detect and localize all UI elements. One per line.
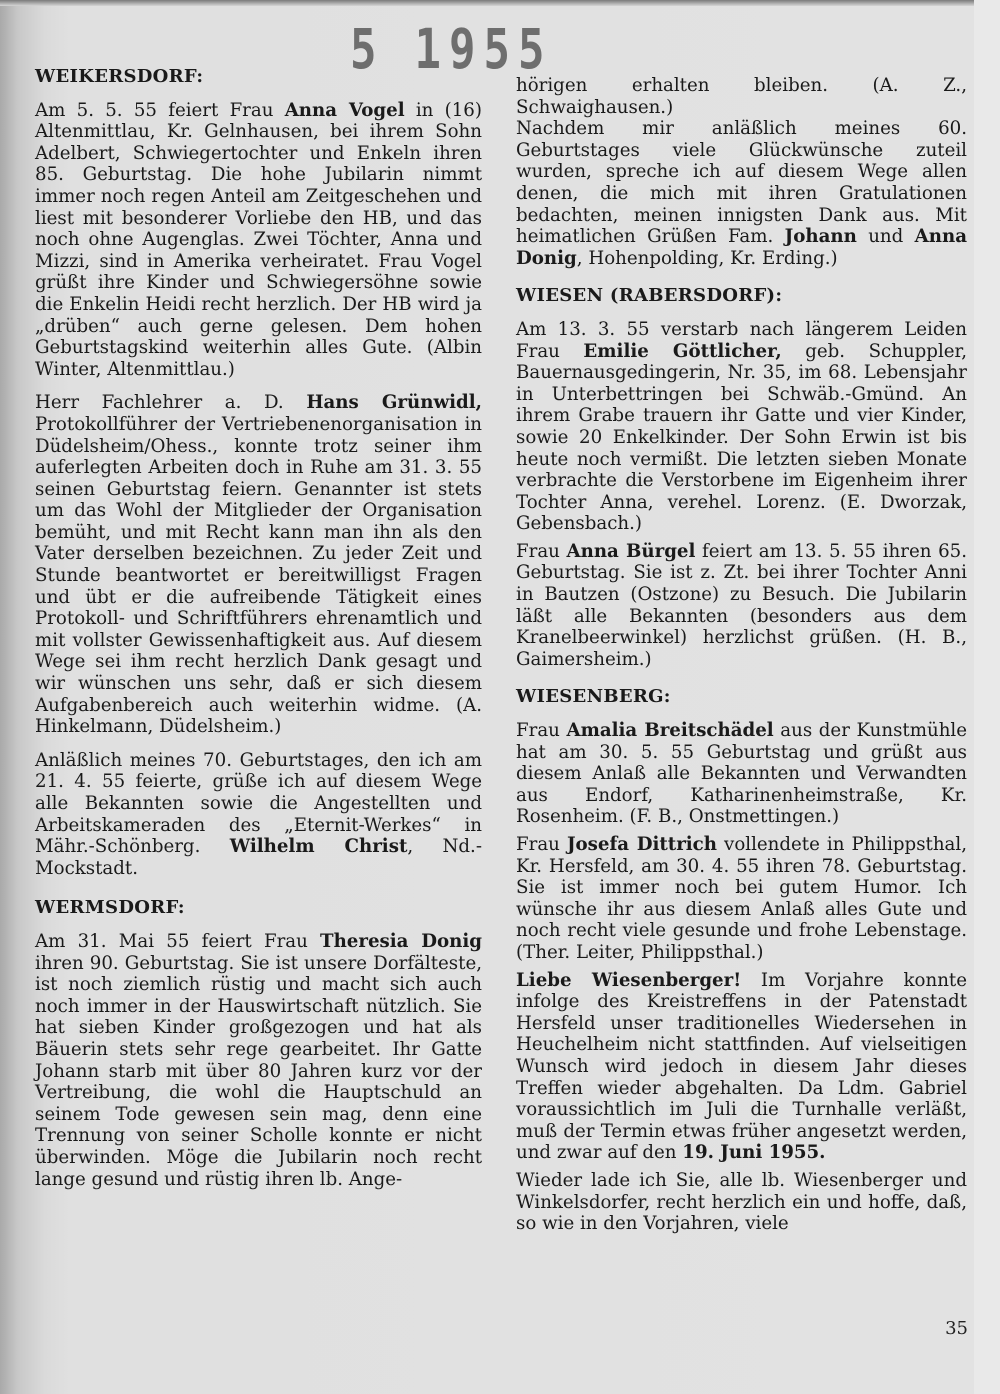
- article-paragraph: [35, 392, 482, 738]
- paragraph-text: vollendete in Philippsthal, Kr. Hersfeld, am 30. 4. 55 ihren 78. Geburtstag. Sie ist immer noch bei gutem Humor. Ich wünsche ihr aus diesem Anlaß alles Gute und noch recht viele gesunde und frohe Lebenstage. (Ther. Leiter, Philippsthal.): [516, 834, 967, 963]
- paragraph-text: Am 5. 5. 55 feiert Frau: [35, 99, 285, 121]
- paragraph-text: geb. Schuppler, Bauernausgedingerin, Nr. 35, im 68. Lebensjahr in Unterbettringen bei Schwäb.-Gmünd. An ihrem Grabe trauern ihr Gatte und vier Kinder, sowie 20 Enkelkinder. Der Sohn Erwin ist bis heute noch vermißt. Die letzten sieben Monate verbrachte die Verstorbene im Eigenheim ihrer Tochter Anna, verehel. Lorenz. (E. Dworzak, Gebensbach.): [516, 340, 968, 535]
- article-paragraph: [35, 750, 482, 880]
- article-paragraph: [516, 541, 967, 671]
- paragraph-text: Am 13. 3. 55 verstarb nach längerem Leiden Frau: [516, 318, 967, 362]
- paragraph-text: feiert am 13. 5. 55 ihren 65. Geburtstag. Sie ist z. Zt. bei ihrer Tochter Anni in Bautzen (Ostzone) zu Besuch. Die Jubilarin läßt alle Bekannten (besonders aus dem Kranelbeerwinkel) herzlichst grüßen. (H. B., Gaimersheim.): [516, 540, 967, 670]
- paragraph-text: hörigen erhalten bleiben. (A. Z., Schwaighausen.): [516, 75, 967, 118]
- article-paragraph: [516, 834, 967, 964]
- bold-name: Johann: [784, 226, 857, 248]
- paragraph-text: Frau: [516, 720, 567, 742]
- bold-name: 19. Juni 1955.: [682, 1142, 826, 1164]
- paragraph-text: Herr Fachlehrer a. D.: [35, 392, 307, 414]
- paragraph-text: und: [856, 226, 915, 248]
- paragraph-text: Nachdem mir anläßlich meines 60. Geburtstages viele Glückwünsche zuteil wurden, spreche ich auf diesem Wege allen denen, die mich mit ihren Gratulationen bedachten, meinen innigsten Dank aus. Mit heimatlichen Grüßen Fam.: [516, 118, 967, 248]
- bold-name: Hans Grünwidl,: [306, 392, 482, 414]
- bold-name: Josefa Dittrich: [566, 834, 717, 855]
- section-heading-wiesenberg: WIESENBERG:: [516, 686, 671, 708]
- paragraph-text: ihren 90. Geburtstag. Sie ist unsere Dorfälteste, ist noch ziemlich rüstig und macht sich auch noch immer in der Hauswirtschaft nützlich. Sie hat sieben Kinder großgezogen und hat als Bäuerin stets sehr rege gearbeitet. Ihr Gatte Johann starb mit über 80 Jahren kurz vor der Vertreibung, die wohl die Hauptschuld an seinem Tode gewesen sein mag, denn eine Trennung von seiner Scholle konnte er nicht überwinden. Möge die Jubilarin noch recht lange gesund und rüstig ihren lb. Ange-: [35, 952, 482, 1190]
- paragraph-text: , Hohenpolding, Kr. Erding.): [576, 247, 838, 269]
- continued-paragraph: [516, 75, 967, 118]
- article-paragraph: [516, 970, 967, 1164]
- bold-name: Theresia Donig: [320, 930, 482, 952]
- bold-name: Amalia Breitschädel: [566, 720, 774, 742]
- page-top-edge: [0, 0, 1000, 6]
- bold-name: Liebe Wiesenberger!: [516, 969, 742, 991]
- article-paragraph: [516, 118, 967, 269]
- paragraph-text: Protokollführer der Vertriebenenorganisation in Düdelsheim/Ohess., konnte trotz seiner ihm auferlegten Arbeiten doch in Ruhe am 31. 3. 55 seinen Geburtstag feiern. Genannter ist stets um das Wohl der Mitglieder der Organisation bemüht, und mit Recht kann man ihn als den Vater derselben bezeichnen. Zu jeder Zeit und Stunde beantwortet er bereitwilligst Fragen und übt er die aufreibende Tätigkeit eines Protokoll- und Schriftführers ehrenamtlich und mit vollster Gewissenhaftigkeit aus. Auf diesem Wege sei ihm recht herzlich Dank gesagt und wir wünschen uns sehr, daß er sich diesem Aufgabenbereich auch weiterhin widme. (A. Hinkelmann, Düdelsheim.): [35, 413, 482, 738]
- paragraph-text: Wieder lade ich Sie, alle lb. Wiesenberger und Winkelsdorfer, recht herzlich ein und hoffe, daß, so wie in den Vorjahren, viele: [516, 1169, 967, 1235]
- bold-name: Anna Donig: [516, 226, 967, 269]
- paragraph-text: aus der Kunstmühle hat am 30. 5. 55 Geburtstag und grüßt aus diesem Anlaß alle Bekannten und Verwandten aus Endorf, Katharinenheimstraße, Kr. Rosenheim. (F. B., Onstmettingen.): [516, 720, 967, 828]
- paragraph-text: , Nd.-Mockstadt.: [35, 836, 482, 879]
- bold-name: Anna Bürgel: [566, 540, 696, 562]
- bold-name: Emilie Göttlicher,: [583, 340, 782, 362]
- bold-name: Wilhelm Christ: [229, 836, 408, 858]
- stamp-year: 1955: [414, 18, 553, 82]
- article-paragraph: [516, 720, 967, 828]
- paragraph-text: Frau: [516, 540, 567, 562]
- section-heading-wiesen-rabersdorf: WIESEN (RABERSDORF):: [516, 285, 783, 307]
- paragraph-text: Frau: [516, 834, 567, 855]
- page-right-margin: [974, 0, 1000, 1394]
- bold-name: Anna Vogel: [284, 99, 405, 121]
- paragraph-text: in (16) Altenmittlau, Kr. Gelnhausen, bei ihrem Sohn Adelbert, Schwiegertochter und Enkeln ihren 85. Geburtstag. Die hohe Jubilarin nimmt immer noch regen Anteil am Zeitgeschehen und liest mit besonderer Vorliebe den HB, und das noch ohne Augenglas. Zwei Töchter, Anna und Mizzi, sind in Amerika verheiratet. Frau Vogel grüßt ihre Kinder und Schwiegersöhne sowie die Enkelin Heidi recht herzlich. Der HB wird ja „drüben“ auch gerne gelesen. Dem hohen Geburtstagskind weiterhin alles Gute. (Albin Winter, Altenmittlau.): [35, 99, 482, 380]
- paragraph-text: Anläßlich meines 70. Geburtstages, den ich am 21. 4. 55 feierte, grüße ich auf diesem Wege alle Bekannten sowie die Angestellten und Arbeitskameraden des „Eternit-Werkes“ in Mähr.-Schönberg.: [35, 749, 482, 858]
- article-paragraph: [35, 100, 482, 381]
- right-column: [516, 75, 967, 1247]
- article-paragraph: [516, 1170, 967, 1235]
- paragraph-text: Im Vorjahre konnte infolge des Kreistreffens in der Patenstadt Hersfeld unser traditionelles Wiedersehen in Heuchelheim nicht stattfinden. Auf vielseitigen Wunsch wird jedoch in diesem Jahr dieses Treffen wieder abgehalten. Da Ldm. Gabriel voraussichtlich im Juli die Turnhalle verläßt, muß der Termin etwas früher angesetzt werden, und zwar auf den: [516, 969, 967, 1164]
- section-heading-wermsdorf: WERMSDORF:: [35, 897, 185, 919]
- left-column: [35, 66, 482, 1202]
- article-paragraph: [516, 319, 967, 535]
- section-heading-weikersdorf: WEIKERSDORF:: [35, 66, 204, 87]
- article-paragraph: [35, 931, 482, 1190]
- paragraph-text: Am 31. Mai 55 feiert Frau: [35, 930, 321, 952]
- page-number: 35: [945, 1318, 968, 1339]
- stamp-month: 5: [350, 18, 385, 82]
